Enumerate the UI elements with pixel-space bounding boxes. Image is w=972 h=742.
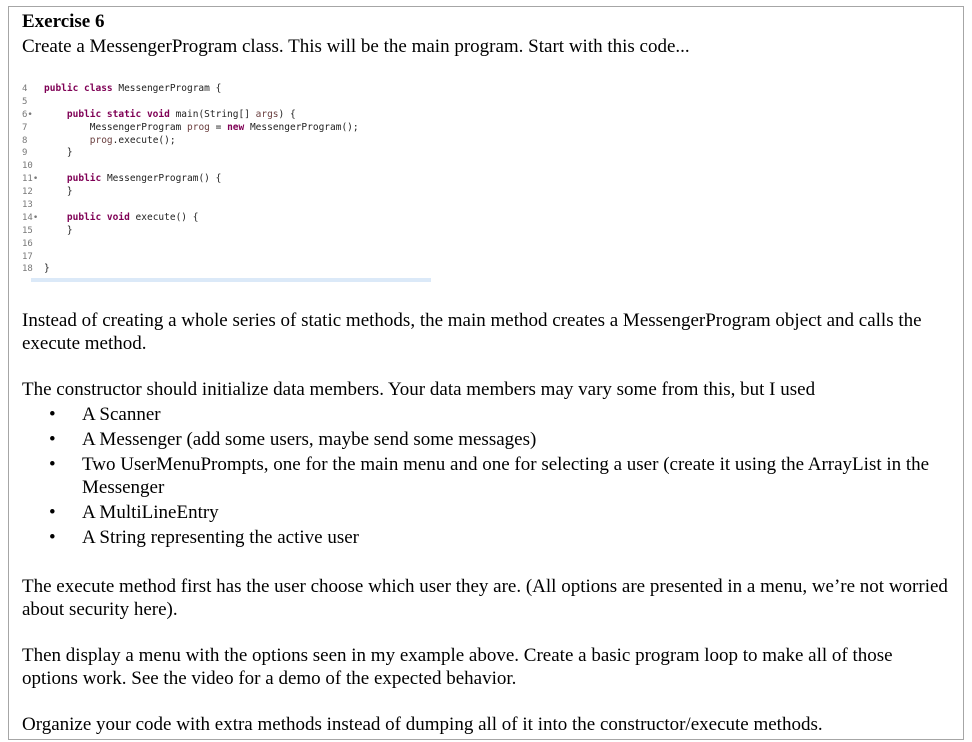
line-number: 14• (22, 212, 39, 223)
code-token: MessengerProgram { (118, 83, 222, 94)
code-keyword: public void (66, 211, 136, 223)
code-line (22, 199, 427, 212)
paragraph-constructor: The constructor should initialize data members. Your data members may vary some from this, but I used (22, 379, 816, 400)
code-token: ) { (278, 108, 296, 120)
code-token: } (44, 263, 50, 275)
code-text (44, 225, 73, 238)
code-snippet (22, 83, 427, 276)
code-line (22, 135, 427, 148)
bullet-icon: • (49, 429, 56, 450)
list-item-text: A Messenger (add some users, maybe send some messages) (82, 429, 537, 450)
code-text (44, 135, 176, 148)
line-number: 9 (22, 148, 28, 159)
bullet-icon: • (49, 527, 56, 548)
code-token (44, 135, 90, 146)
code-token: main(String[] (175, 108, 256, 120)
code-text (44, 109, 296, 122)
bullet-icon: • (49, 454, 56, 475)
code-keyword: public static void (66, 108, 176, 120)
data-member-list (22, 403, 952, 551)
list-item-text: Two UserMenuPrompts, one for the main menu and one for selecting a user (create it using the ArrayList in the Messenger (82, 454, 930, 498)
code-token (44, 173, 67, 184)
code-token: .execute(); (112, 134, 176, 146)
line-number: 11• (22, 174, 39, 185)
line-number: 4 (22, 84, 28, 94)
line-number: 6• (22, 109, 33, 120)
list-item (22, 501, 952, 524)
code-token: MessengerProgram(); (249, 121, 359, 133)
code-text (44, 83, 221, 96)
code-token: } (44, 147, 73, 159)
document-page (8, 6, 964, 740)
line-number: 15 (22, 225, 33, 236)
code-token: MessengerProgram() { (106, 173, 222, 185)
code-token: } (44, 224, 73, 236)
code-text (44, 212, 198, 225)
line-number: 8 (22, 135, 28, 146)
paragraph-organize: Organize your code with extra methods instead of dumping all of it into the constructor/execute methods. (22, 714, 823, 735)
code-line (22, 160, 427, 173)
code-line (22, 238, 427, 251)
code-line (22, 109, 427, 122)
code-token (44, 212, 67, 223)
line-number: 7 (22, 122, 28, 133)
list-item (22, 403, 952, 426)
code-text (44, 263, 50, 276)
code-variable: args (255, 108, 279, 120)
code-token (44, 109, 67, 120)
code-text (44, 173, 221, 186)
list-item (22, 428, 952, 451)
exercise-heading: Exercise 6 (22, 11, 105, 32)
line-number: 18 (22, 264, 33, 275)
list-item (22, 453, 952, 499)
code-line (22, 263, 427, 276)
code-line (22, 225, 427, 238)
paragraph-main-method: Instead of creating a whole series of static methods, the main method creates a MessengerProgram object and calls the execute method. (22, 310, 922, 354)
code-keyword: public class (44, 83, 119, 94)
code-token: MessengerProgram (44, 121, 187, 133)
code-token: = (209, 121, 228, 133)
code-keyword: public (66, 173, 107, 185)
code-variable: prog (89, 134, 113, 146)
line-number: 13 (22, 200, 33, 211)
code-text (44, 147, 73, 160)
list-item-text: A MultiLineEntry (82, 502, 219, 523)
line-number: 16 (22, 238, 33, 249)
list-item (22, 526, 952, 549)
line-number: 5 (22, 96, 28, 107)
code-line (22, 96, 427, 109)
bullet-icon: • (49, 404, 56, 425)
code-line (22, 251, 427, 264)
code-line (22, 212, 427, 225)
intro-text: Create a MessengerProgram class. This will be the main program. Start with this code... (22, 36, 690, 57)
line-number: 10 (22, 161, 33, 172)
paragraph-menu-loop: Then display a menu with the options seen in my example above. Create a basic program loop to make all of those options work. See the video for a demo of the expected behavior. (22, 645, 893, 689)
code-line (22, 147, 427, 160)
code-line (22, 83, 427, 96)
list-item-text: A Scanner (82, 404, 161, 425)
code-keyword: new (227, 121, 250, 133)
code-line (22, 173, 427, 186)
code-text (44, 122, 359, 135)
code-text (44, 186, 73, 199)
paragraph-execute: The execute method first has the user choose which user they are. (All options are presented in a menu, we’re not worried about security here). (22, 576, 948, 620)
line-number: 17 (22, 251, 33, 262)
code-token: } (44, 186, 73, 198)
code-line (22, 122, 427, 135)
list-item-text: A String representing the active user (82, 527, 360, 548)
line-number: 12 (22, 187, 33, 198)
code-line (22, 186, 427, 199)
code-variable: prog (187, 121, 210, 133)
code-selection-highlight (31, 278, 431, 282)
bullet-icon: • (49, 502, 56, 523)
code-token: execute() { (135, 211, 199, 223)
